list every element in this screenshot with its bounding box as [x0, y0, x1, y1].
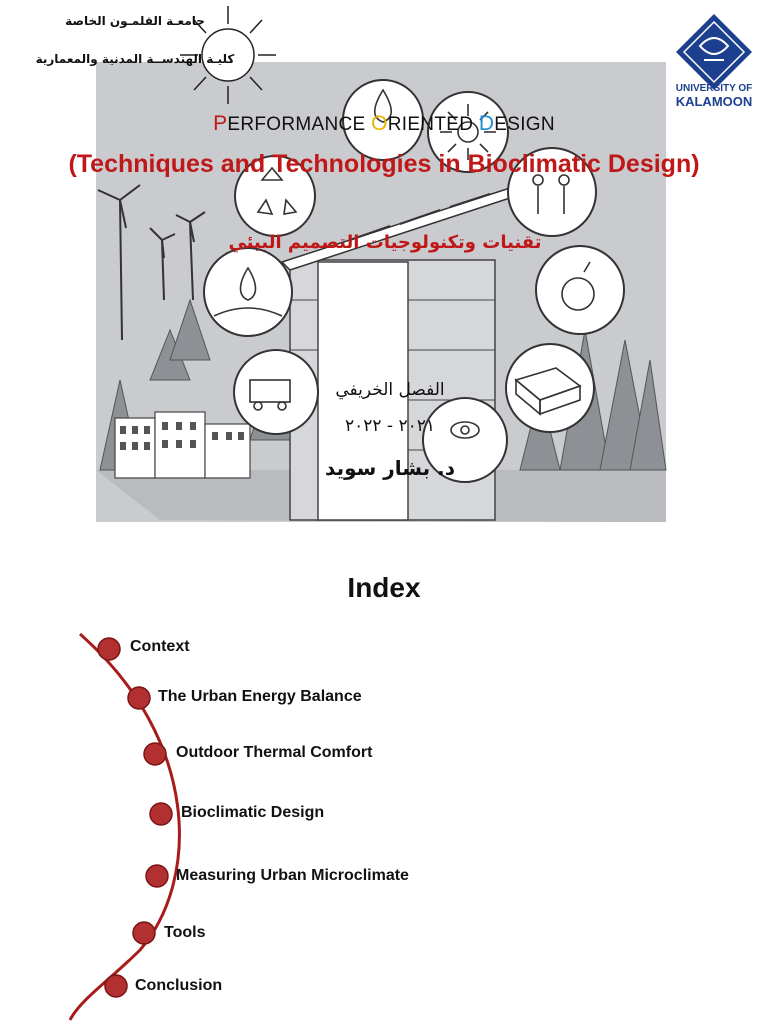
course-title-part: P [213, 112, 228, 135]
index-item-urban-energy-balance[interactable]: The Urban Energy Balance [158, 688, 362, 705]
index-item-bioclimatic-design[interactable]: Bioclimatic Design [181, 804, 325, 821]
course-title-part: RIENTED [387, 114, 479, 135]
index-bullet [105, 975, 127, 997]
index-bullet [146, 865, 168, 887]
course-title-part: ESIGN [494, 114, 555, 135]
index-bullet [133, 922, 155, 944]
index-bullet [98, 638, 120, 660]
logo-line1: UNIVERSITY OF [675, 83, 753, 94]
index-item-tools[interactable]: Tools [164, 924, 206, 941]
index-item-conclusion[interactable]: Conclusion [135, 977, 223, 994]
water-drop-icon [204, 248, 292, 336]
index-bullet [128, 687, 150, 709]
index-title: Index [347, 572, 421, 603]
apple-icon [536, 246, 624, 334]
index-item-context[interactable]: Context [130, 638, 190, 655]
index-item-outdoor-thermal-comfort[interactable]: Outdoor Thermal Comfort [176, 744, 373, 761]
course-title [0, 112, 768, 136]
semester-label: الفصل الخريفي [335, 380, 445, 400]
lecturer-name: د. بشار سويد [325, 456, 455, 480]
course-title-part: O [371, 112, 388, 135]
calligraphy-seal-icon [676, 14, 752, 90]
index-bullet [150, 803, 172, 825]
university-name-ar: جامعـة القلمـون الخاصة [65, 14, 205, 28]
index-timeline [0, 620, 768, 1024]
academic-year: ٢٠٢١ - ٢٠٢٢ [344, 416, 435, 436]
logo-line2: KALAMOON [675, 94, 753, 109]
course-subtitle-ar: تقنيات وتكنولوجيات التصميم البيئي [228, 232, 542, 253]
index-item-measuring-urban-microclimate[interactable]: Measuring Urban Microclimate [176, 867, 409, 884]
course-title-part: ERFORMANCE [227, 114, 372, 135]
course-subtitle: (Techniques and Technologies in Bioclimatic Design) [68, 150, 700, 178]
faculty-name-ar: كليـة الهندســة المدنية والمعمارية [35, 52, 235, 66]
index-bullet [144, 743, 166, 765]
course-title-part: D [478, 112, 495, 135]
